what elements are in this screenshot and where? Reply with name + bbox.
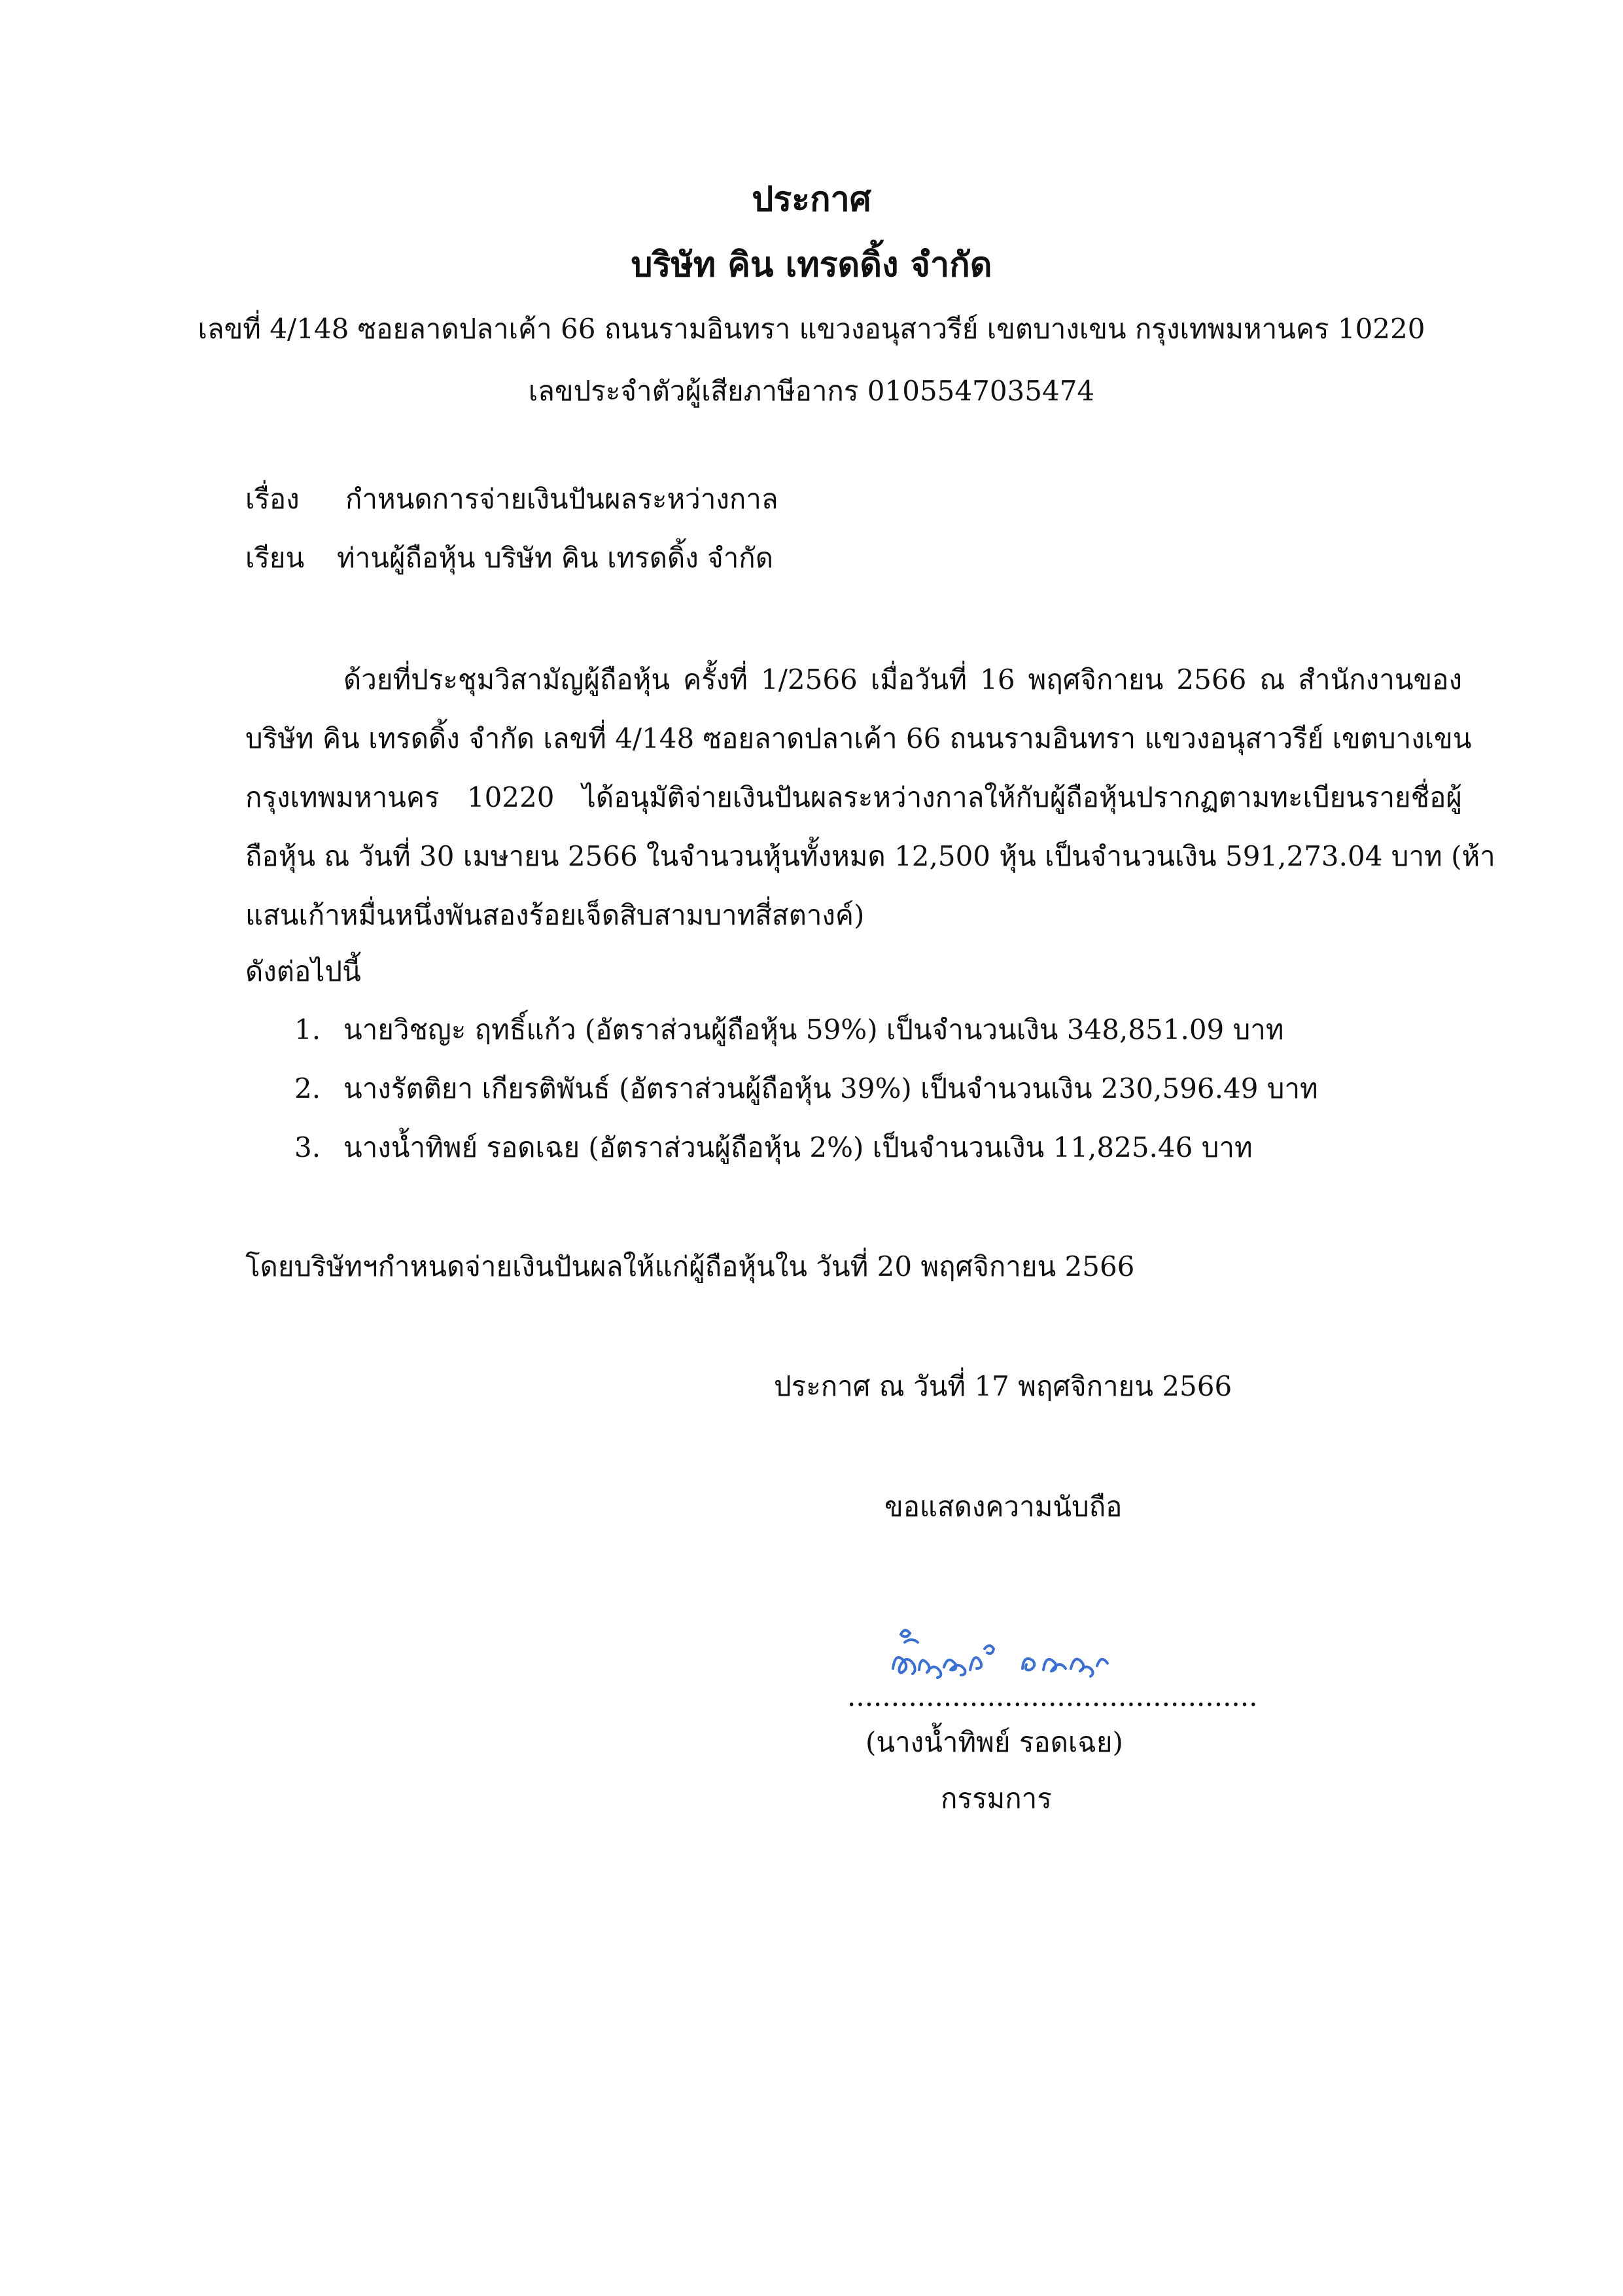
list-item: นางน้ำทิพย์ รอดเฉย (อัตราส่วนผู้ถือหุ้น 2%) เป็นจำนวนเงิน 11,825.46 บาท — [343, 1131, 1253, 1163]
signature-line: ............................................... — [847, 1680, 1258, 1712]
closing-text: ขอแสดงความนับถือ — [884, 1491, 1123, 1523]
body-line: กรุงเทพมหานคร 10220 ได้อนุมัติจ่ายเงินปันผลระหว่างกาลให้กับผู้ถือหุ้นปรากฏตามทะเบียนรายชื่อผู้ — [245, 781, 1462, 813]
tax-id: เลขประจำตัวผู้เสียภาษีอากร 0105547035474 — [528, 375, 1095, 407]
recipient-label: เรียน — [245, 542, 305, 574]
body-line: ด้วยที่ประชุมวิสามัญผู้ถือหุ้น ครั้งที่ 1/2566 เมื่อวันที่ 16 พฤศจิกายน 2566 ณ สำนักงานของ — [343, 663, 1462, 696]
follows-text: ดังต่อไปนี้ — [245, 955, 361, 987]
body-line: ถือหุ้น ณ วันที่ 30 เมษายน 2566 ในจำนวนหุ้นทั้งหมด 12,500 หุ้น เป็นจำนวนเงิน 591,273.04 บาท (ห้า — [245, 840, 1495, 872]
subject-label: เรื่อง — [245, 483, 300, 515]
signer-title: กรรมการ — [941, 1782, 1052, 1814]
body-line: บริษัท คิน เทรดดิ้ง จำกัด เลขที่ 4/148 ซอยลาดปลาเค้า 66 ถนนรามอินทรา แขวงอนุสาวรีย์ เขตบางเขน — [245, 722, 1472, 754]
subject-text: กำหนดการจ่ายเงินปันผลระหว่างกาล — [345, 483, 778, 515]
body-line: แสนเก้าหมื่นหนึ่งพันสองร้อยเจ็ดสิบสามบาทสี่สตางค์) — [245, 899, 865, 931]
company-name: บริษัท คิน เทรดดิ้ง จำกัด — [631, 245, 992, 285]
list-item-number: 2. — [294, 1072, 321, 1104]
list-item: นางรัตติยา เกียรติพันธ์ (อัตราส่วนผู้ถือหุ้น 39%) เป็นจำนวนเงิน 230,596.49 บาท — [343, 1072, 1318, 1104]
signer-name: (นางน้ำทิพย์ รอดเฉย) — [865, 1726, 1123, 1758]
list-item-number: 3. — [294, 1131, 321, 1163]
announced-date: ประกาศ ณ วันที่ 17 พฤศจิกายน 2566 — [774, 1370, 1232, 1402]
list-item-number: 1. — [294, 1014, 321, 1046]
payment-date-text: โดยบริษัทฯกำหนดจ่ายเงินปันผลให้แก่ผู้ถือหุ้นใน วันที่ 20 พฤศจิกายน 2566 — [245, 1250, 1135, 1282]
company-address: เลขที่ 4/148 ซอยลาดปลาเค้า 66 ถนนรามอินทรา แขวงอนุสาวรีย์ เขตบางเขน กรุงเทพมหานคร 10220 — [198, 313, 1425, 345]
announcement-title: ประกาศ — [752, 179, 871, 219]
list-item: นายวิชญะ ฤทธิ์แก้ว (อัตราส่วนผู้ถือหุ้น 59%) เป็นจำนวนเงิน 348,851.09 บาท — [343, 1014, 1284, 1046]
recipient-text: ท่านผู้ถือหุ้น บริษัท คิน เทรดดิ้ง จำกัด — [337, 542, 773, 574]
